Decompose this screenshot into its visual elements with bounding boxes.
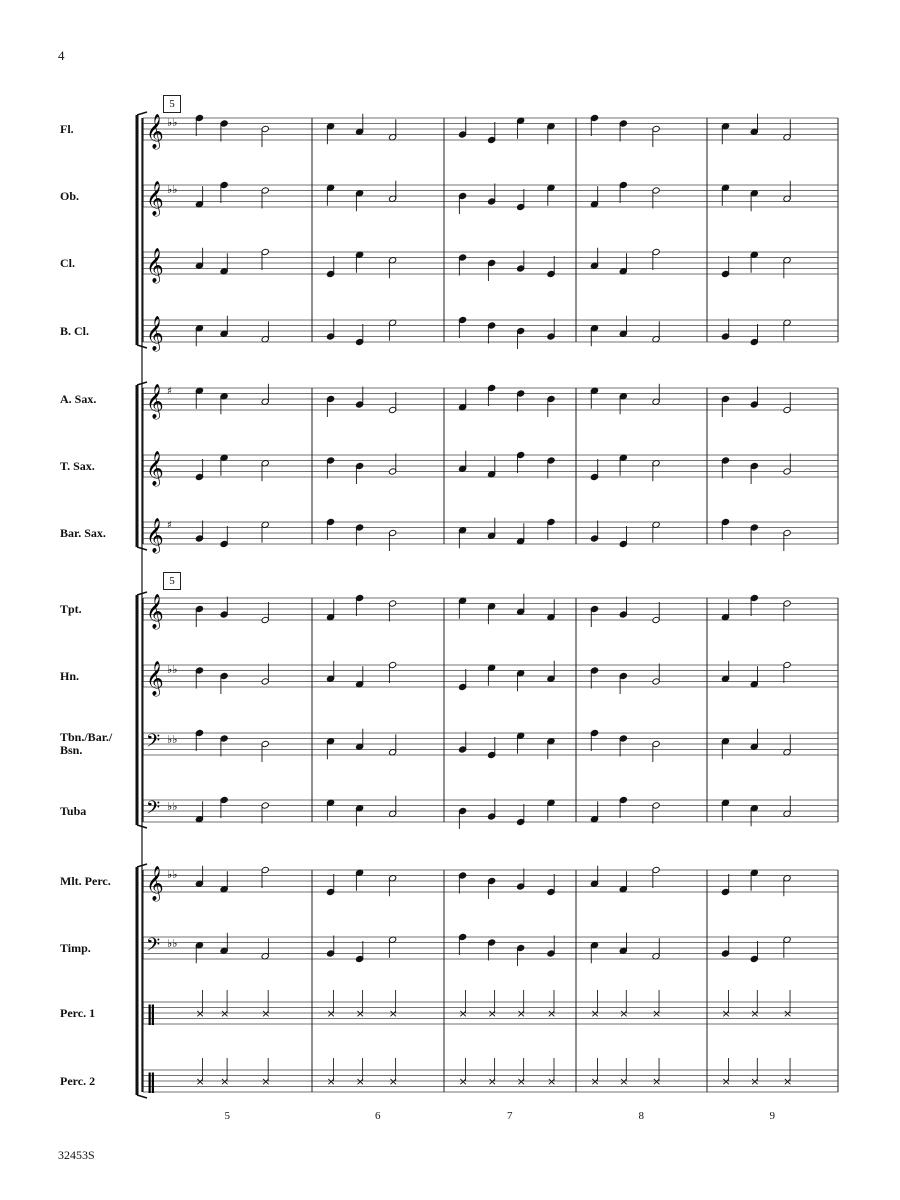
clef-icon: ‖ xyxy=(146,1069,156,1093)
instrument-label: Mlt. Perc. xyxy=(60,873,111,888)
clef-icon: 𝄞 xyxy=(146,518,164,553)
percussion-note: × xyxy=(619,1075,629,1088)
percussion-note: × xyxy=(195,1007,205,1020)
instrument-label: Perc. 1 xyxy=(60,1005,96,1020)
key-signature-icon: ♭♭ xyxy=(167,116,178,129)
percussion-note: × xyxy=(516,1075,526,1088)
rehearsal-mark-brass: 5 xyxy=(163,572,181,590)
clef-icon: 𝄞 xyxy=(146,594,164,629)
percussion-note: × xyxy=(220,1075,230,1088)
instrument-label: B. Cl. xyxy=(60,323,90,338)
percussion-note: × xyxy=(458,1075,468,1088)
percussion-note: × xyxy=(652,1075,662,1088)
instrument-label: T. Sax. xyxy=(60,458,95,473)
key-signature-icon: ♭♭ xyxy=(167,868,178,881)
instrument-label: Tbn./Bar./ Bsn. xyxy=(60,730,113,757)
instrument-label: Timp. xyxy=(60,940,91,955)
clef-icon: 𝄞 xyxy=(146,384,164,419)
percussion-note: × xyxy=(590,1075,600,1088)
clef-icon: 𝄢 xyxy=(146,731,161,756)
clef-icon: 𝄞 xyxy=(146,316,164,351)
percussion-note: × xyxy=(261,1075,271,1088)
percussion-note: × xyxy=(721,1007,731,1020)
measure-number: 7 xyxy=(507,1110,513,1122)
clef-icon: 𝄞 xyxy=(146,866,164,901)
percussion-note: × xyxy=(619,1007,629,1020)
instrument-label: A. Sax. xyxy=(60,391,97,406)
clef-icon: 𝄢 xyxy=(146,935,161,960)
clef-icon: 𝄞 xyxy=(146,451,164,486)
percussion-note: × xyxy=(750,1075,760,1088)
percussion-note: × xyxy=(487,1007,497,1020)
instrument-label: Perc. 2 xyxy=(60,1073,96,1088)
percussion-note: × xyxy=(326,1075,336,1088)
instrument-label: Tuba xyxy=(60,803,87,818)
instrument-label: Ob. xyxy=(60,188,80,203)
measure-number: 9 xyxy=(769,1110,775,1122)
percussion-note: × xyxy=(355,1007,365,1020)
clef-icon: ‖ xyxy=(146,1001,156,1025)
percussion-note: × xyxy=(783,1075,793,1088)
percussion-note: × xyxy=(547,1075,557,1088)
percussion-note: × xyxy=(487,1075,497,1088)
percussion-note: × xyxy=(220,1007,230,1020)
percussion-note: × xyxy=(590,1007,600,1020)
percussion-note: × xyxy=(547,1007,557,1020)
percussion-note: × xyxy=(516,1007,526,1020)
page-number: 4 xyxy=(58,48,65,63)
percussion-note: × xyxy=(783,1007,793,1020)
catalog-number: 32453S xyxy=(58,1148,95,1162)
clef-icon: 𝄞 xyxy=(146,248,164,283)
percussion-note: × xyxy=(326,1007,336,1020)
instrument-label: Hn. xyxy=(60,668,80,683)
clef-icon: 𝄞 xyxy=(146,181,164,216)
key-signature-icon: ♯ xyxy=(167,520,172,531)
instrument-label: Fl. xyxy=(60,121,74,136)
bracket-hook xyxy=(137,1095,147,1098)
instrument-label: Tpt. xyxy=(60,601,82,616)
percussion-note: × xyxy=(261,1007,271,1020)
clef-icon: 𝄞 xyxy=(146,114,164,149)
percussion-note: × xyxy=(750,1007,760,1020)
key-signature-icon: ♭♭ xyxy=(167,733,178,746)
clef-icon: 𝄞 xyxy=(146,661,164,696)
key-signature-icon: ♭♭ xyxy=(167,183,178,196)
key-signature-icon: ♭♭ xyxy=(167,800,178,813)
percussion-note: × xyxy=(388,1075,398,1088)
key-signature-icon: ♭♭ xyxy=(167,663,178,676)
percussion-note: × xyxy=(721,1075,731,1088)
measure-number: 6 xyxy=(375,1110,381,1122)
key-signature-icon: ♯ xyxy=(167,386,172,397)
percussion-note: × xyxy=(195,1075,205,1088)
percussion-note: × xyxy=(388,1007,398,1020)
rehearsal-mark-woodwinds: 5 xyxy=(163,95,181,113)
instrument-label: Cl. xyxy=(60,255,75,270)
percussion-note: × xyxy=(458,1007,468,1020)
instrument-label: Bar. Sax. xyxy=(60,525,106,540)
clef-icon: 𝄢 xyxy=(146,798,161,823)
measure-number: 5 xyxy=(224,1110,230,1122)
key-signature-icon: ♭♭ xyxy=(167,937,178,950)
percussion-note: × xyxy=(652,1007,662,1020)
measure-number: 8 xyxy=(638,1110,644,1122)
percussion-note: × xyxy=(355,1075,365,1088)
